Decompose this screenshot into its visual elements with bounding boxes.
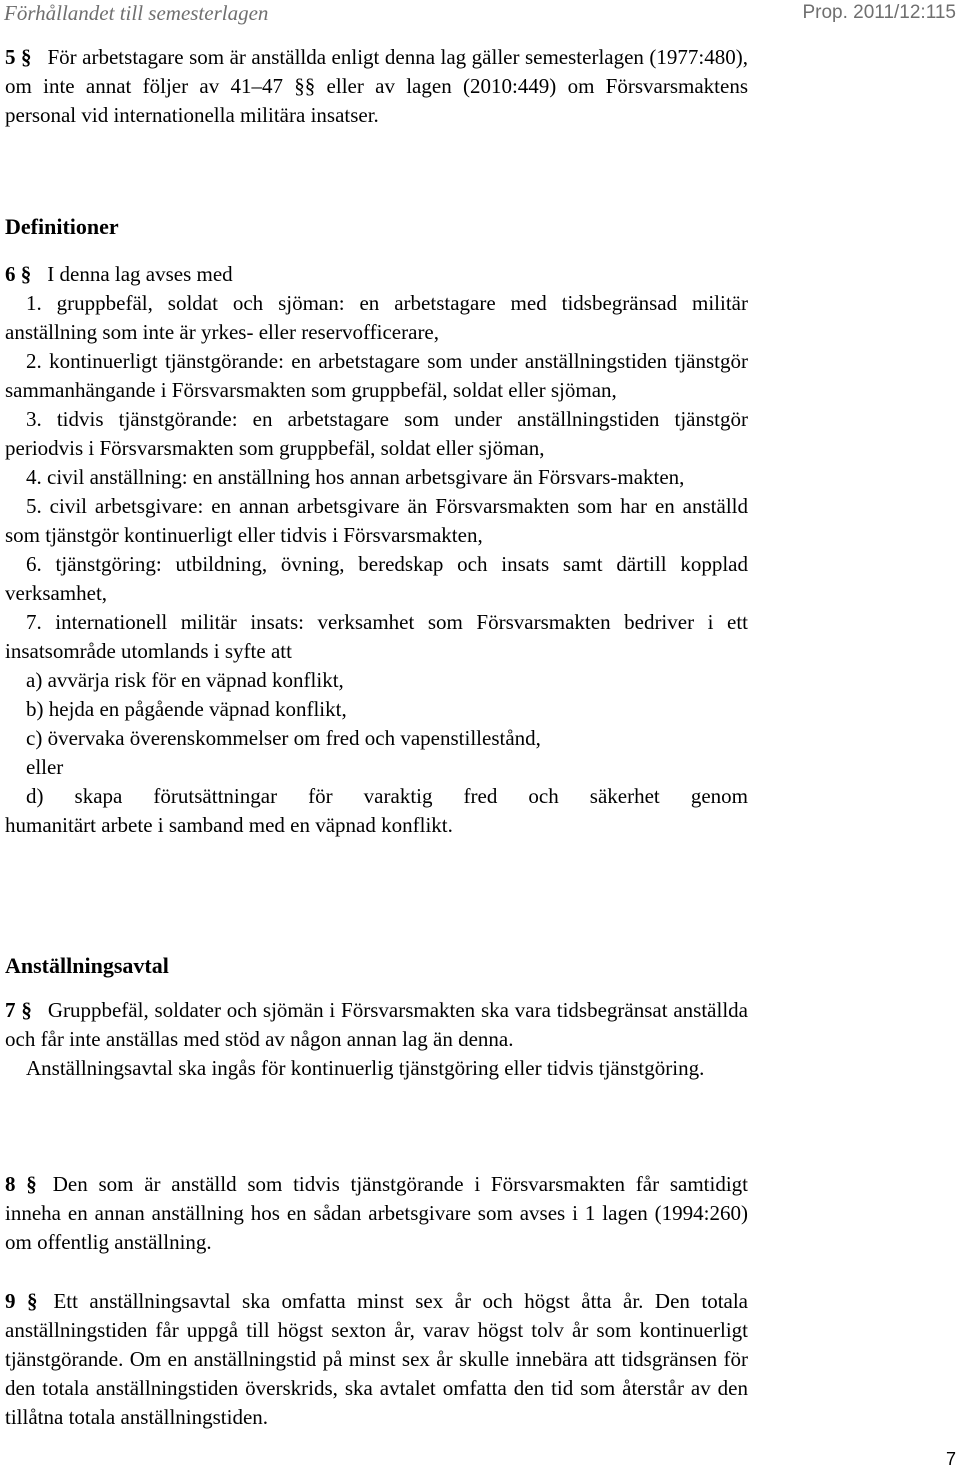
section-6 [5,260,748,840]
section-7 [5,996,748,1083]
definition-item: 2. kontinuerligt tjänstgörande: en arbetstagare som under anställningstiden tjänstgör sammanhängande i Försvarsmakten som gruppbefäl, soldat eller sjöman, [5,349,748,402]
definition-sub-item: d) skapa förutsättningar för varaktig fred och säkerhet genom [26,784,748,808]
definition-item: 6. tjänstgöring: utbildning, övning, beredskap och insats samt därtill kopplad verksamhet, [5,552,748,605]
definition-closing: humanitärt arbete i samband med en väpnad konflikt. [5,813,453,837]
section-number: 7 [5,998,16,1022]
employment-heading [5,951,748,980]
section-text: För arbetstagare som är anställda enligt denna lag gäller semesterlagen (1977:480), om inte annat följer av 41–47 §§ eller av lagen (2010:449) om Försvarsmaktens personal vid internationella militära insatser. [5,45,748,127]
section-text: Ett anställningsavtal ska omfatta minst sex år och högst åtta år. Den totala anställningstiden får uppgå till högst sexton år, varav högst tolv år som kontinuerligt tjänstgörande. Om en anställningstid på minst sex år skulle innebära att tidsgränsen för den totala anställningstiden överskrids, ska avtalet omfatta den tid som återstår av den tillåtna totala anställningstiden. [5,1289,748,1429]
definition-sub-item: b) hejda en pågående väpnad konflikt, [26,697,347,721]
section-text: I denna lag avses med [47,262,233,286]
section-symbol: § [20,262,32,286]
section-number: 9 [5,1289,16,1313]
section-8 [5,1170,748,1257]
section-9-paragraph [5,1287,748,1432]
section-text: Gruppbefäl, soldater och sjömän i Försvarsmakten ska vara tidsbegränsat anställda och får inte anställas med stöd av någon annan lag än denna. [5,998,748,1051]
page-number: 7 [945,1449,956,1469]
section-6-intro [5,260,748,289]
section-5-paragraph [5,43,748,130]
definition-sub-item: eller [26,755,64,779]
definitions-heading-text: Definitioner [5,214,119,239]
definition-item: 3. tidvis tjänstgörande: en arbetstagare som under anställningstiden tjänstgör periodvis i Försvarsmakten som gruppbefäl, soldat eller sjöman, [5,407,748,460]
definition-item: 1. gruppbefäl, soldat och sjöman: en arbetstagare med tidsbegränsad militär anställning som inte är yrkes- eller reservofficerare, [5,291,748,344]
section-symbol: § [26,1172,37,1196]
proposition-number: Prop. 2011/12:115 [802,2,956,23]
definition-item: 7. internationell militär insats: verksamhet som Försvarsmakten bedriver i ett insatsområde utomlands i syfte att [5,610,748,663]
section-9 [5,1287,748,1432]
section-number: 8 [5,1172,16,1196]
section-7-paragraph [5,996,748,1054]
definitions-heading [5,212,748,241]
section-symbol: § [21,998,32,1022]
section-8-paragraph [5,1170,748,1257]
section-number: 6 [5,262,16,286]
running-header-title: Förhållandet till semesterlagen [4,1,269,25]
definition-item: 4. civil anställning: en anställning hos annan arbetsgivare än Försvars-makten, [26,465,685,489]
employment-heading-text: Anställningsavtal [5,953,169,978]
definition-sub-item: a) avvärja risk för en väpnad konflikt, [26,668,344,692]
section-5 [5,43,748,130]
definition-item: 5. civil arbetsgivare: en annan arbetsgivare än Försvarsmakten som har en anställd som tjänstgör kontinuerligt eller tidvis i Försvarsmakten, [5,494,748,547]
definition-sub-item: c) övervaka överenskommelser om fred och vapenstillestånd, [26,726,541,750]
section-symbol: § [21,45,32,69]
section-symbol: § [26,1289,38,1313]
section-text: Den som är anställd som tidvis tjänstgörande i Försvarsmakten får samtidigt inneha en annan anställning hos en sådan arbetsgivare som avses i 1 lagen (1994:260) om offentlig anställning. [5,1172,749,1254]
section-number: 5 [5,45,16,69]
section-7-second-paragraph: Anställningsavtal ska ingås för kontinuerlig tjänstgöring eller tidvis tjänstgöring. [26,1056,705,1080]
